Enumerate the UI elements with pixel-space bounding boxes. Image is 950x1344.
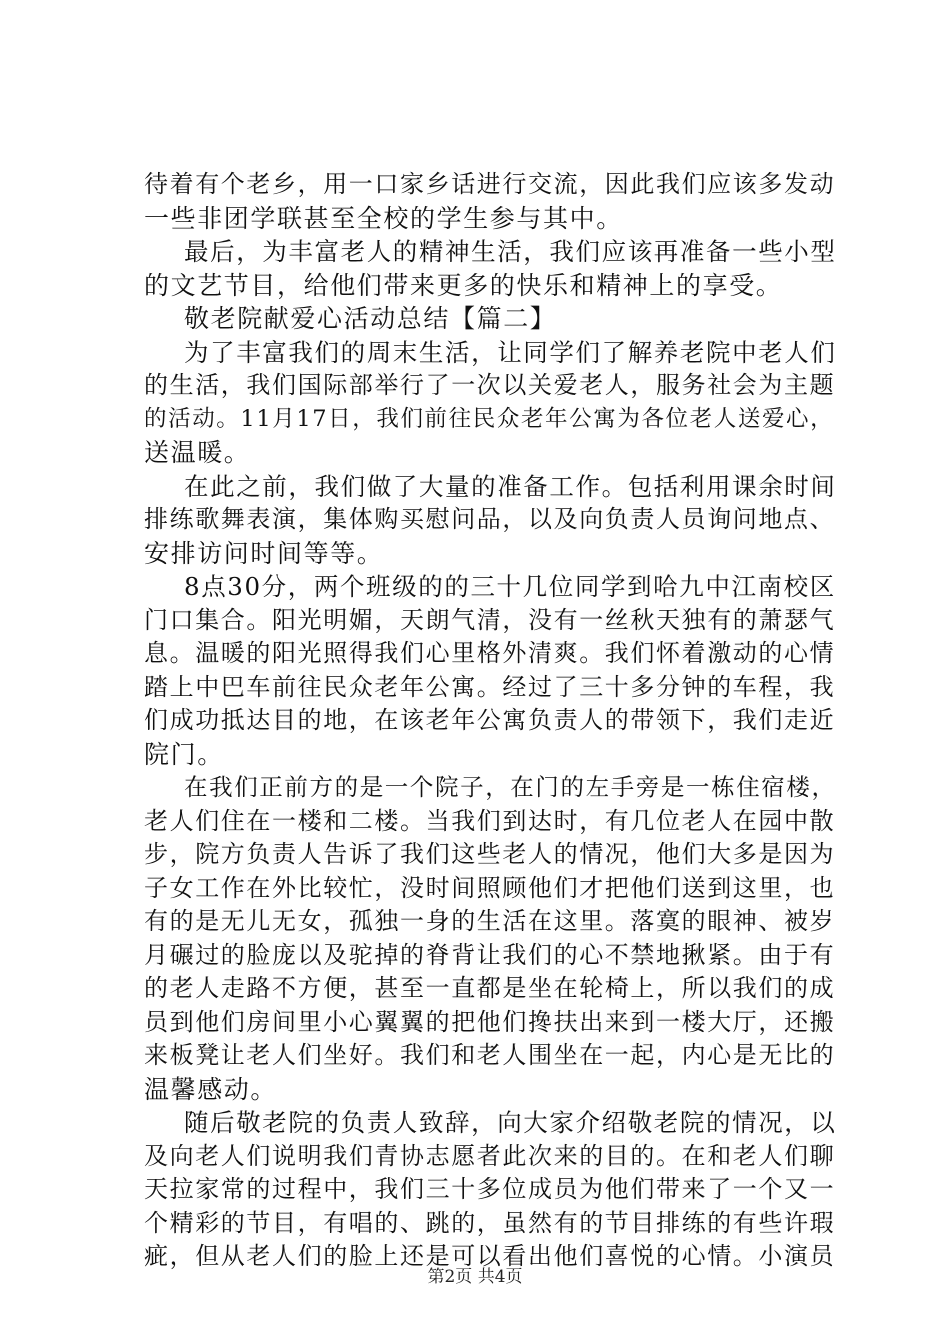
text-line: 敬老院献爱心活动总结【篇二】 <box>184 304 557 333</box>
text-line: 月碾过的脸庞以及驼掉的脊背让我们的心不禁地揪紧。由于有 <box>144 940 836 969</box>
text-line: 最后，为丰富老人的精神生活，我们应该再准备一些小型 <box>184 237 837 266</box>
text-line: 有的是无儿无女，孤独一身的生活在这里。落寞的眼神、被岁 <box>144 907 836 935</box>
text-line: 院门。 <box>144 739 224 769</box>
text-line: 一些非团学联甚至全校的学生参与其中。 <box>144 203 623 233</box>
page-footer <box>0 1262 950 1287</box>
text-line: 温馨感动。 <box>144 1074 278 1104</box>
text-line: 的文艺节目，给他们带来更多的快乐和精神上的享受。 <box>144 270 783 300</box>
text-line: 天拉家常的过程中，我们三十多位成员为他们带来了一个又一 <box>144 1175 836 1203</box>
text-line: 为了丰富我们的周末生活，让同学们了解养老院中老人们 <box>184 337 837 367</box>
text-line: 的老人走路不方便，甚至一直都是坐在轮椅上，所以我们的成 <box>144 974 836 1002</box>
text-line: 个精彩的节目，有唱的、跳的，虽然有的节目排练的有些许瑕 <box>144 1208 836 1237</box>
text-line: 8点30分，两个班级的的三十几位同学到哈九中江南校区 <box>184 572 836 601</box>
text-line: 随后敬老院的负责人致辞，向大家介绍敬老院的情况，以 <box>184 1108 837 1137</box>
page-number-label: 第2页 共4页 <box>427 1267 523 1287</box>
text-line: 老人们住在一楼和二楼。当我们到达时，有几位老人在园中散 <box>144 806 836 835</box>
text-line: 排练歌舞表演，集体购买慰问品，以及向负责人员询问地点、 <box>144 505 836 533</box>
text-line: 门口集合。阳光明媚，天朗气清，没有一丝秋天独有的萧瑟气 <box>144 605 836 634</box>
text-line: 及向老人们说明我们青协志愿者此次来的目的。在和老人们聊 <box>144 1141 836 1170</box>
text-line: 员到他们房间里小心翼翼的把他们搀扶出来到一楼大厅，还搬 <box>144 1007 836 1036</box>
text-line: 来板凳让老人们坐好。我们和老人围坐在一起，内心是无比的 <box>144 1041 836 1069</box>
text-line: 的生活，我们国际部举行了一次以关爱老人，服务社会为主题 <box>144 371 836 399</box>
text-line: 疵，但从老人们的脸上还是可以看出他们喜悦的心情。小演员 <box>144 1242 836 1270</box>
text-line: 踏上中巴车前往民众老年公寓。经过了三十多分钟的车程，我 <box>144 672 836 701</box>
text-line: 步，院方负责人告诉了我们这些老人的情况，他们大多是因为 <box>144 840 836 868</box>
text-line: 的活动。11月17日，我们前往民众老年公寓为各位老人送爱心， <box>144 405 835 432</box>
text-line: 在此之前，我们做了大量的准备工作。包括利用课余时间 <box>184 471 837 501</box>
text-line: 们成功抵达目的地，在该老年公寓负责人的带领下，我们走近 <box>144 706 836 734</box>
text-line: 子女工作在外比较忙，没时间照顾他们才把他们送到这里，也 <box>144 873 836 902</box>
text-line: 送温暖。 <box>144 438 251 467</box>
document-body <box>144 168 837 1274</box>
text-line: 息。温暖的阳光照得我们心里格外清爽。我们怀着激动的心情 <box>144 639 836 667</box>
text-line: 安排访问时间等等。 <box>144 538 384 568</box>
text-line: 在我们正前方的是一个院子，在门的左手旁是一栋住宿楼， <box>184 773 837 801</box>
text-line: 待着有个老乡，用一口家乡话进行交流，因此我们应该多发动 <box>144 170 836 198</box>
